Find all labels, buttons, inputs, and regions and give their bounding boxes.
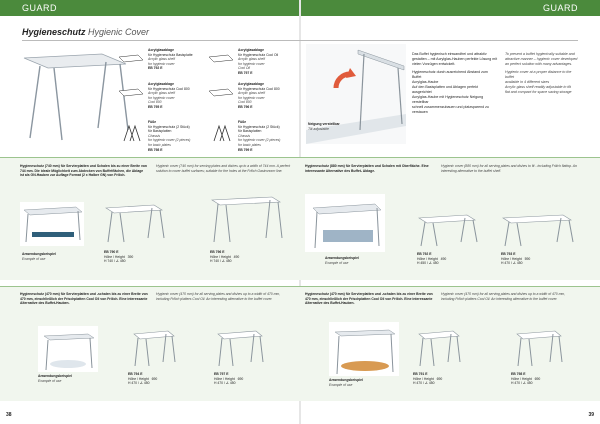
shelf-drawing-3 [118,88,144,98]
features-german: Das Buffet hygienisch einwandfrei und attraktiv gestalten – mit Acrylglas-Hauben perfekte Lösung mit vielen Vorzügen entwickelt. Hygieneschutz durch ausreichend Abstand zum Buffet Acrylglas-Haube Auf den Basisplatten und Ablagen perfekt ausgerichtet Acrylglas-Haube mit Hygieneschutz Neigung verstellbar schnell zusammenzubauen und platzsparend zu verstauen [412,52,498,114]
spec-item-4: Acrylglasablage für Hygieneschutz Cool 800 Acrylic glass shelf for hygienic cover Cool 800 EB 796 E [238,82,280,109]
page-number-right: 39 [588,412,594,418]
product-section-4 [305,292,580,400]
shelf-drawing-1 [118,54,144,64]
band-divider-2 [0,286,600,287]
feet-drawing-1 [120,124,142,142]
section-2-en: Hygienic cover (880 mm) for all serving plates and dishes to fit - including Frilich flattop. An interesting alternative to the buffet shelf. [441,164,577,173]
section-4-item-1: EB 791 E Höhe / Height 690 H 470 / ∠ 450 [413,372,443,386]
section-4-en: Hygienic cover (470 mm) for all serving plates and dishes up to a width of 470 mm, including Frilich platters Cool Oil. An interesting alternative to the buffet cover. [441,292,566,301]
section-2-photo [305,194,385,252]
section-2-item-2: EB 793 E Höhe / Height 590 H 470 / ∠ 450 [501,252,531,266]
spec-list [118,48,298,152]
section-3-item-2-drawing [216,328,264,368]
section-2-caption: Anwendungsbeispiel Example of use [325,256,359,265]
section-3-caption: Anwendungsbeispiel Example of use [38,374,72,383]
features-english: To present a buffet hygienically suitable and attractive manner – hygienic cover developed an perfect solution with many advantages. Hygienic cover at a proper distance to the buffet available in 4 different sizes Acrylic glass shelf readily adjustable in tilt flat and compact for space saving storage [505,52,578,94]
section-4-de: Hygieneschutz (470 mm) für Servierplatten und -schalen bis zu einer Breite von 470 mm, einschließlich der Frischplatten Cool Oil von Frilich. Eine interessante Alternative des Buffet-Hauben. [305,292,433,306]
title-divider [22,40,578,41]
hero-photo [306,44,406,144]
section-1-item-2-drawing [210,194,282,244]
spec-item-3: Acrylglasablage für Hygieneschutz Cool 800 Acrylic glass shelf for hygienic cover Cool 800 EB 795 E [148,82,190,109]
section-1-en: Hygienic cover (740 mm) for serving plates and dishes up to a width of 744 mm. A perfect solution to cover buffet surfaces; suitable for the holes at the Frilich Gastronorm line. [156,164,291,173]
product-section-3 [20,292,295,400]
page-title: Hygieneschutz Hygienic Cover [22,27,150,37]
section-2-item-1: EB 792 E Höhe / Height 490 H 450 / ∠ 450 [417,252,447,266]
section-4-item-2: EB 798 E Höhe / Height 690 H 470 / ∠ 450 [511,372,541,386]
section-3-photo [38,326,98,372]
section-4-item-2-drawing [515,328,563,368]
page-number-left: 38 [6,412,12,418]
section-1-de: Hygieneschutz (740 mm) für Servierplatten und Schalen bis zu einer Breite von 744 mm. Die ideale Möglichkeit zum Abdecken von Buffetflächen, die Ablage ist als GN-Hauben zur Auflage Format (2 x Halber GN) von Frilich. [20,164,147,178]
section-1-photo [20,202,84,246]
feet-drawing-2 [210,124,232,142]
section-3-en: Hygienic cover (470 mm) for all serving plates and dishes up to a width of 470 mm, including Frilich platters Cool Oil. An interesting alternative to the buffet cover. [156,292,281,301]
product-section-1 [20,164,295,276]
section-2-item-1-drawing [417,212,477,248]
section-3-de: Hygieneschutz (470 mm) für Servierplatten und -schalen bis zu einer Breite von 470 mm, einschließlich der Frischplatten Cool Oil von Frilich. Eine interessante Alternative des Buffet-Hauben. [20,292,148,306]
section-2-item-2-drawing [501,212,573,248]
section-4-photo [329,322,399,376]
section-4-caption: Anwendungsbeispiel Example of use [329,378,363,387]
hero-product-illustration [22,50,132,145]
section-3-item-1-drawing [132,328,176,368]
spec-item-1: Acrylglasablage für Hygieneschutz Basisplatte Acrylic glass shelf for hygienic cover EB 792 E [148,48,193,71]
shelf-drawing-4 [208,88,234,98]
section-1-item-1-drawing [104,202,164,244]
spec-item-5: Füße für Hygieneschutz (2 Stück) für Basisplatten Chassis for hygienic cover (2 pieces) for basic plates EB 798 E [148,120,191,152]
spec-item-6: Füße für Hygieneschutz (2 Stück) für Basisplatten Chassis for hygienic cover (2 pieces) for basic plates EB 799 E [238,120,281,152]
header-right-label: GUARD [542,3,578,13]
header-left-label: GUARD [22,3,58,13]
section-2-de: Hygieneschutz (880 mm) für Servierplatten und Schalen mit Oberfläche. Eine interessante Alternative des Buffet- Ablage. [305,164,429,173]
shelf-drawing-2 [208,54,234,64]
section-4-item-1-drawing [417,328,461,368]
band-divider-1 [0,157,600,158]
section-3-item-2: EB 797 E Höhe / Height 690 H 470 / ∠ 450 [214,372,244,386]
spec-item-2: Acrylglasablage für Hygieneschutz Cool Oil Acrylic glass shelf for hygienic cover Cool Oil EB 797 E [238,48,279,75]
section-1-item-2: EB 796 E Höhe / Height 490 H 740 / ∠ 450 [210,250,240,264]
tilt-caption: Neigung verstellbar Tilt adjustable [308,122,340,131]
section-1-item-1: EB 790 E Höhe / Height 390 H 740 / ∠ 450 [104,250,134,264]
section-3-item-1: EB 794 E Höhe / Height 690 H 470 / ∠ 450 [128,372,158,386]
product-section-2 [305,164,580,276]
section-1-caption: Anwendungsbeispiel Example of use [22,252,56,261]
